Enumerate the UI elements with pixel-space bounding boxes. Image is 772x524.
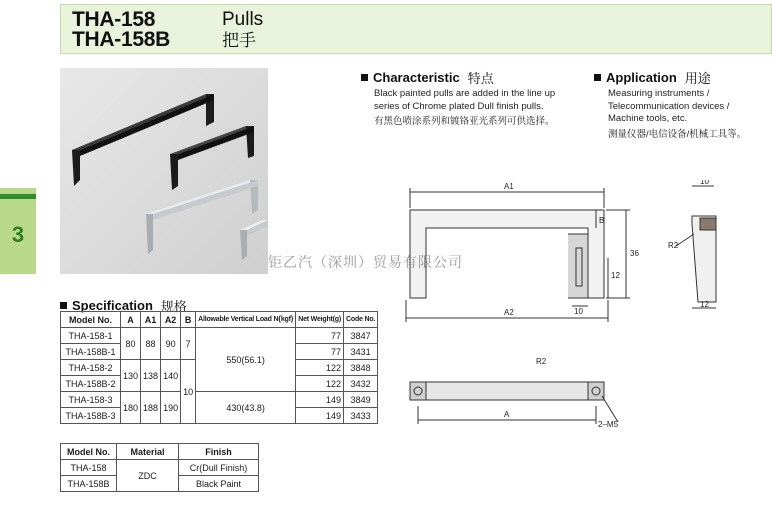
technical-drawing — [392, 178, 652, 438]
cell-a: 130 — [121, 360, 141, 392]
application-text — [608, 88, 768, 141]
dim-12: 12 — [611, 271, 620, 280]
cell-a: 80 — [121, 328, 141, 360]
cell-model: THA-158B-1 — [61, 344, 121, 360]
cell-b: 10 — [181, 360, 196, 424]
characteristic-heading — [361, 68, 494, 87]
model-number-1: THA-158 — [72, 8, 156, 31]
cell-a2: 90 — [161, 328, 181, 360]
cell-load: 430(43.8) — [196, 392, 296, 424]
dim-a1: A1 — [504, 182, 514, 191]
cell-model: THA-158B-2 — [61, 376, 121, 392]
dim-2-m5: 2–M5 — [598, 420, 619, 429]
col-weight: Net Weight(g) — [296, 312, 344, 328]
dim-36: 36 — [630, 249, 639, 258]
cell-code: 3849 — [344, 392, 378, 408]
cell-a2: 190 — [161, 392, 181, 424]
col-model: Model No. — [61, 444, 117, 460]
cell-code: 3847 — [344, 328, 378, 344]
dim-a: A — [504, 410, 510, 419]
chapter-number: 3 — [11, 222, 25, 247]
chapter-tab-bar — [0, 194, 36, 199]
col-load: Allowable Vertical Load N{kgf} — [196, 312, 296, 328]
cell-load: 550(56.1) — [196, 328, 296, 392]
cell-a1: 88 — [141, 328, 161, 360]
bullet-square-icon — [60, 302, 67, 309]
cell-weight: 149 — [296, 408, 344, 424]
model-number-2: THA-158B — [72, 28, 170, 51]
application-heading-en: Application — [606, 70, 677, 85]
dim-10: 10 — [574, 307, 583, 316]
application-line-2: Telecommunication devices / — [608, 100, 730, 112]
table-header-row — [61, 312, 378, 328]
specification-heading-cn: 规格 — [160, 299, 187, 314]
side-dim-10: 10 — [700, 180, 709, 186]
cell-weight: 149 — [296, 392, 344, 408]
cell-model: THA-158B-3 — [61, 408, 121, 424]
cell-a: 180 — [121, 392, 141, 424]
col-a2: A2 — [161, 312, 181, 328]
cell-model: THA-158-1 — [61, 328, 121, 344]
cell-model: THA-158-2 — [61, 360, 121, 376]
side-dim-r2: R2 — [668, 241, 679, 250]
bullet-square-icon — [594, 74, 601, 81]
product-title-cn: 把手 — [222, 31, 256, 50]
table-header-row — [61, 444, 259, 460]
cell-code: 3433 — [344, 408, 378, 424]
application-line-3: Machine tools, etc. — [608, 113, 688, 124]
application-line-cn: 测量仪器/电信设备/机械工具等。 — [608, 128, 747, 140]
product-photo — [60, 68, 268, 274]
cell-code: 3431 — [344, 344, 378, 360]
col-finish: Finish — [179, 444, 259, 460]
col-material: Material — [117, 444, 179, 460]
cell-weight: 122 — [296, 360, 344, 376]
bullet-square-icon — [361, 74, 368, 81]
cell-code: 3432 — [344, 376, 378, 392]
cell-weight: 122 — [296, 376, 344, 392]
product-title-en: Pulls — [222, 9, 264, 30]
dim-r2-bottom: R2 — [536, 357, 547, 366]
product-photo-image — [60, 68, 268, 274]
side-view-drawing — [664, 180, 754, 310]
cell-weight: 77 — [296, 328, 344, 344]
application-heading-cn: 用途 — [684, 71, 711, 86]
application-heading — [594, 68, 711, 87]
cell-a1: 138 — [141, 360, 161, 392]
characteristic-line-2: series of Chrome plated Dull finish pulls. — [374, 100, 544, 112]
cell-material: ZDC — [117, 460, 179, 492]
specification-table — [60, 311, 378, 424]
cell-model: THA-158-3 — [61, 392, 121, 408]
cell-weight: 77 — [296, 344, 344, 360]
dim-a2: A2 — [504, 308, 514, 317]
table-row — [61, 392, 378, 408]
watermark-text: 钜乙汽（深圳）贸易有限公司 — [268, 254, 463, 270]
characteristic-line-cn: 有黑色喷涂系列和镀铬亚光系列可供选择。 — [374, 116, 555, 127]
specification-heading-en: Specification — [72, 298, 153, 313]
cell-b: 7 — [181, 328, 196, 360]
characteristic-heading-en: Characteristic — [373, 70, 460, 85]
table-row — [61, 328, 378, 344]
table-row — [61, 460, 259, 476]
characteristic-text — [374, 88, 574, 129]
cell-model: THA-158 — [61, 460, 117, 476]
col-code: Code No. — [344, 312, 378, 328]
col-model: Model No. — [61, 312, 121, 328]
dim-b: B — [599, 216, 605, 225]
cell-finish: Black Paint — [179, 476, 259, 492]
col-a1: A1 — [141, 312, 161, 328]
characteristic-heading-cn: 特点 — [467, 71, 494, 86]
cell-a1: 188 — [141, 392, 161, 424]
side-dim-12: 12 — [700, 300, 709, 309]
cell-code: 3848 — [344, 360, 378, 376]
cell-model: THA-158B — [61, 476, 117, 492]
characteristic-line-1: Black painted pulls are added in the line up — [374, 88, 556, 99]
col-b: B — [181, 312, 196, 328]
cell-a2: 140 — [161, 360, 181, 392]
col-a: A — [121, 312, 141, 328]
application-line-1: Measuring instruments / — [608, 88, 710, 99]
cell-finish: Cr(Dull Finish) — [179, 460, 259, 476]
finish-table — [60, 443, 259, 492]
